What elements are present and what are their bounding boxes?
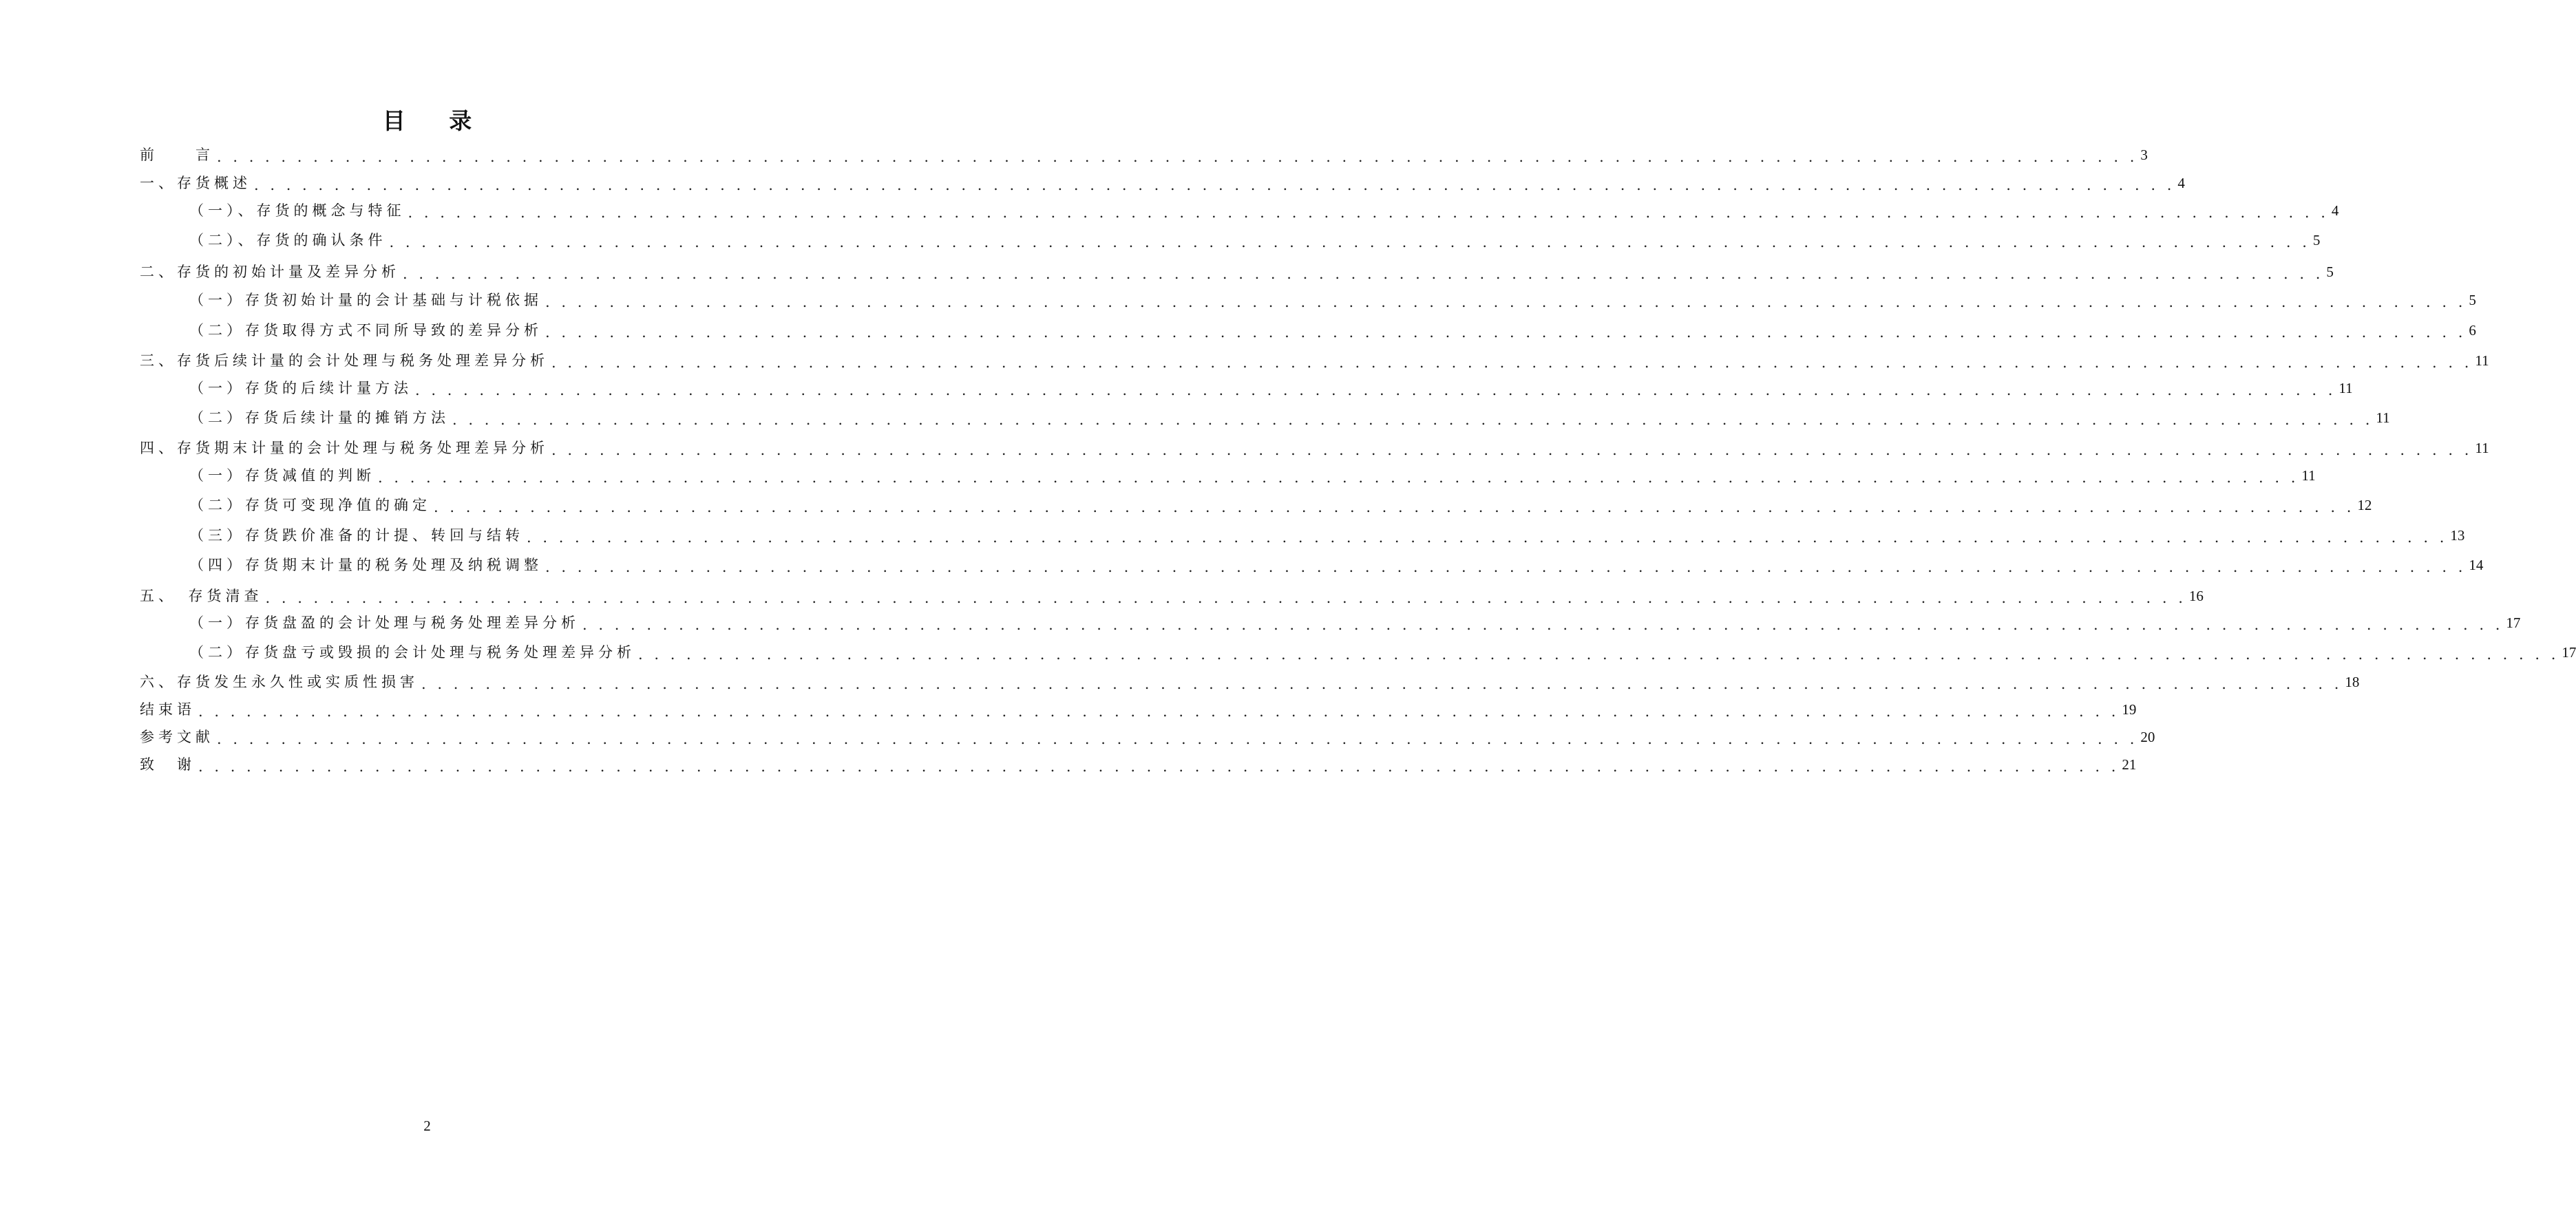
toc-dot-leader: . . . . . . . . . . . . . . . . . . . . . . . . . . . . . . . . . . . . . . . . . . . . . . . . . . . . . . . . . . . . . . . . . . . . . . . . . . . . . . . . . . . . . . . . . . . . . . . . . . . . . . . . . . . . . . . . . . . . . . . . bbox=[452, 412, 2374, 428]
toc-dot-leader: . . . . . . . . . . . . . . . . . . . . . . . . . . . . . . . . . . . . . . . . . . . . . . . . . . . . . . . . . . . . . . . . . . . . . . . . . . . . . . . . . . . . . . . . . . . . . . . . . . . . . . . . . . . . . . . . . . . . . . . . bbox=[415, 382, 2336, 398]
toc-entry-label: （四）存货期末计量的税务处理及纳税调整 bbox=[189, 557, 542, 573]
toc-dot-leader: . . . . . . . . . . . . . . . . . . . . . . . . . . . . . . . . . . . . . . . . . . . . . . . . . . . . . . . . . . . . . . . . . . . . . . . . . . . . . . . . . . . . . . . . . . . . . . . . . . . . . . . . . . . . . . . . . . . . . . . . bbox=[389, 234, 2310, 250]
toc-entry-page: 19 bbox=[2122, 701, 2137, 718]
toc-entry-label: （一）存货减值的判断 bbox=[189, 467, 375, 484]
toc-dot-leader: . . . . . . . . . . . . . . . . . . . . . . . . . . . . . . . . . . . . . . . . . . . . . . . . . . . . . . . . . . . . . . . . . . . . . . . . . . . . . . . . . . . . . . . . . . . . . . . . . . . . . . . . . . . . . . . . . . . . . . . . bbox=[551, 442, 2473, 458]
toc-entry-label: 一、存货概述 bbox=[140, 175, 251, 191]
toc-entry-page: 5 bbox=[2469, 292, 2476, 308]
toc-dot-leader: . . . . . . . . . . . . . . . . . . . . . . . . . . . . . . . . . . . . . . . . . . . . . . . . . . . . . . . . . . . . . . . . . . . . . . . . . . . . . . . . . . . . . . . . . . . . . . . . . . . . . . . . . . . . . . . . . . . . . . . . bbox=[378, 469, 2299, 486]
toc-entry[interactable] bbox=[140, 495, 2372, 515]
toc-dot-leader: . . . . . . . . . . . . . . . . . . . . . . . . . . . . . . . . . . . . . . . . . . . . . . . . . . . . . . . . . . . . . . . . . . . . . . . . . . . . . . . . . . . . . . . . . . . . . . . . . . . . . . . . . . . . . . . . . . . . . . . . bbox=[217, 731, 2138, 747]
toc-entry-label: 结束语 bbox=[140, 701, 196, 718]
toc-entry[interactable] bbox=[140, 438, 2489, 458]
toc-entry-label: 前 言 bbox=[140, 147, 214, 163]
toc-entry[interactable] bbox=[140, 200, 2339, 221]
toc-entry[interactable] bbox=[140, 290, 2476, 310]
toc-entry[interactable] bbox=[140, 320, 2476, 341]
toc-entry[interactable] bbox=[140, 378, 2353, 398]
toc-entry-label: （二）存货盘亏或毁损的会计处理与税务处理差异分析 bbox=[189, 644, 635, 661]
toc-entry-page: 16 bbox=[2188, 588, 2204, 604]
toc-entry-label: （一）存货初始计量的会计基础与计税依据 bbox=[189, 292, 542, 308]
toc-entry-page: 11 bbox=[2301, 467, 2316, 484]
toc-entry-page: 13 bbox=[2450, 527, 2465, 544]
toc-dot-leader: . . . . . . . . . . . . . . . . . . . . . . . . . . . . . . . . . . . . . . . . . . . . . . . . . . . . . . . . . . . . . . . . . . . . . . . . . . . . . . . . . . . . . . . . . . . . . . . . . . . . . . . . . . . . . . . . . . . . . . . . bbox=[545, 294, 2467, 310]
toc-dot-leader: . . . . . . . . . . . . . . . . . . . . . . . . . . . . . . . . . . . . . . . . . . . . . . . . . . . . . . . . . . . . . . . . . . . . . . . . . . . . . . . . . . . . . . . . . . . . . . . . . . . . . . . . . . . . . . . . . . . . . . . . bbox=[434, 499, 2355, 515]
page-title: 目 录 bbox=[382, 107, 490, 134]
toc-entry-label: （二）存货取得方式不同所导致的差异分析 bbox=[189, 322, 542, 339]
toc-entry[interactable] bbox=[140, 407, 2390, 428]
toc-dot-leader: . . . . . . . . . . . . . . . . . . . . . . . . . . . . . . . . . . . . . . . . . . . . . . . . . . . . . . . . . . . . . . . . . . . . . . . . . . . . . . . . . . . . . . . . . . . . . . . . . . . . . . . . . . . . . . . . . . . . . . . . bbox=[408, 204, 2329, 221]
toc-entry-label: 六、存货发生永久性或实质性损害 bbox=[140, 674, 419, 690]
toc-dot-leader: . . . . . . . . . . . . . . . . . . . . . . . . . . . . . . . . . . . . . . . . . . . . . . . . . . . . . . . . . . . . . . . . . . . . . . . . . . . . . . . . . . . . . . . . . . . . . . . . . . . . . . . . . . . . . . . . . . . . . . . . bbox=[582, 617, 2504, 633]
toc-entry[interactable] bbox=[140, 586, 2204, 606]
toc-entry-label: （三）存货跌价准备的计提、转回与结转 bbox=[189, 527, 524, 544]
toc-entry[interactable] bbox=[140, 612, 2521, 633]
toc-entry-label: （一）存货盘盈的会计处理与税务处理差异分析 bbox=[189, 615, 580, 631]
toc-entry[interactable] bbox=[140, 525, 2465, 546]
toc-entry-page: 11 bbox=[2475, 440, 2489, 456]
toc-entry-label: 参考文献 bbox=[140, 729, 214, 745]
page-number: 2 bbox=[423, 1118, 431, 1134]
toc-entry-page: 5 bbox=[2312, 232, 2321, 248]
toc-dot-leader: . . . . . . . . . . . . . . . . . . . . . . . . . . . . . . . . . . . . . . . . . . . . . . . . . . . . . . . . . . . . . . . . . . . . . . . . . . . . . . . . . . . . . . . . . . . . . . . . . . . . . . . . . . . . . . . . . . . . . . . . bbox=[545, 324, 2467, 341]
toc-entry-label: 三、存货后续计量的会计处理与税务处理差异分析 bbox=[140, 352, 549, 369]
toc-entry-page: 4 bbox=[2177, 175, 2185, 191]
toc-entry[interactable] bbox=[140, 727, 2155, 747]
toc-dot-leader: . . . . . . . . . . . . . . . . . . . . . . . . . . . . . . . . . . . . . . . . . . . . . . . . . . . . . . . . . . . . . . . . . . . . . . . . . . . . . . . . . . . . . . . . . . . . . . . . . . . . . . . . . . . . . . . . . . . . . . . . bbox=[638, 646, 2559, 663]
toc-entry-page: 18 bbox=[2345, 674, 2360, 690]
toc-entry[interactable] bbox=[140, 555, 2484, 575]
toc-entry-page: 11 bbox=[2475, 352, 2489, 369]
toc-dot-leader: . . . . . . . . . . . . . . . . . . . . . . . . . . . . . . . . . . . . . . . . . . . . . . . . . . . . . . . . . . . . . . . . . . . . . . . . . . . . . . . . . . . . . . . . . . . . . . . . . . . . . . . . . . . . . . . . . . . . . . . . bbox=[265, 590, 2186, 606]
toc-entry[interactable] bbox=[140, 699, 2137, 720]
toc-entry[interactable] bbox=[140, 173, 2185, 193]
toc-entry-label: （二）存货可变现净值的确定 bbox=[189, 497, 431, 513]
toc-dot-leader: . . . . . . . . . . . . . . . . . . . . . . . . . . . . . . . . . . . . . . . . . . . . . . . . . . . . . . . . . . . . . . . . . . . . . . . . . . . . . . . . . . . . . . . . . . . . . . . . . . . . . . . . . . . . . . . . . . . . . . . . bbox=[198, 703, 2120, 720]
toc-entry[interactable] bbox=[140, 261, 2334, 282]
toc-entry-label: （二）存货后续计量的摊销方法 bbox=[189, 409, 450, 426]
toc-entry-label: （一）存货的后续计量方法 bbox=[189, 380, 412, 396]
toc-entry[interactable] bbox=[140, 230, 2321, 250]
toc-entry-page: 17 bbox=[2506, 615, 2521, 631]
toc-dot-leader: . . . . . . . . . . . . . . . . . . . . . . . . . . . . . . . . . . . . . . . . . . . . . . . . . . . . . . . . . . . . . . . . . . . . . . . . . . . . . . . . . . . . . . . . . . . . . . . . . . . . . . . . . . . . . . . . . . . . . . . . bbox=[403, 266, 2324, 282]
toc-entry-page: 5 bbox=[2326, 264, 2334, 280]
toc-entry-page: 21 bbox=[2122, 756, 2137, 773]
toc-entry-label: （一）、存货的概念与特征 bbox=[189, 202, 405, 219]
toc-entry[interactable] bbox=[140, 145, 2148, 165]
toc-dot-leader: . . . . . . . . . . . . . . . . . . . . . . . . . . . . . . . . . . . . . . . . . . . . . . . . . . . . . . . . . . . . . . . . . . . . . . . . . . . . . . . . . . . . . . . . . . . . . . . . . . . . . . . . . . . . . . . . . . . . . . . . bbox=[198, 758, 2120, 775]
toc-entry-page: 14 bbox=[2469, 557, 2484, 573]
toc-entry-page: 17 bbox=[2562, 644, 2576, 661]
toc-entry[interactable] bbox=[140, 465, 2316, 486]
toc-dot-leader: . . . . . . . . . . . . . . . . . . . . . . . . . . . . . . . . . . . . . . . . . . . . . . . . . . . . . . . . . . . . . . . . . . . . . . . . . . . . . . . . . . . . . . . . . . . . . . . . . . . . . . . . . . . . . . . . . . . . . . . . bbox=[254, 177, 2175, 193]
toc-entry-label: 五、 存货清查 bbox=[140, 588, 263, 604]
toc-dot-leader: . . . . . . . . . . . . . . . . . . . . . . . . . . . . . . . . . . . . . . . . . . . . . . . . . . . . . . . . . . . . . . . . . . . . . . . . . . . . . . . . . . . . . . . . . . . . . . . . . . . . . . . . . . . . . . . . . . . . . . . . bbox=[217, 149, 2138, 165]
toc-entry[interactable] bbox=[140, 672, 2360, 692]
toc-entry-page: 3 bbox=[2140, 147, 2148, 163]
toc-entry[interactable] bbox=[140, 350, 2489, 371]
toc-dot-leader: . . . . . . . . . . . . . . . . . . . . . . . . . . . . . . . . . . . . . . . . . . . . . . . . . . . . . . . . . . . . . . . . . . . . . . . . . . . . . . . . . . . . . . . . . . . . . . . . . . . . . . . . . . . . . . . . . . . . . . . . bbox=[527, 529, 2448, 546]
toc-entry-page: 11 bbox=[2339, 380, 2353, 396]
toc-entry[interactable] bbox=[140, 754, 2137, 775]
toc-entry[interactable] bbox=[140, 642, 2576, 663]
toc-entry-label: 致 谢 bbox=[140, 756, 196, 773]
toc-entry-label: （二）、存货的确认条件 bbox=[189, 232, 387, 248]
toc-dot-leader: . . . . . . . . . . . . . . . . . . . . . . . . . . . . . . . . . . . . . . . . . . . . . . . . . . . . . . . . . . . . . . . . . . . . . . . . . . . . . . . . . . . . . . . . . . . . . . . . . . . . . . . . . . . . . . . . . . . . . . . . bbox=[551, 354, 2473, 371]
toc-entry-label: 二、存货的初始计量及差异分析 bbox=[140, 264, 400, 280]
toc-entry-page: 12 bbox=[2357, 497, 2372, 513]
toc-entry-label: 四、存货期末计量的会计处理与税务处理差异分析 bbox=[140, 440, 549, 456]
toc-dot-leader: . . . . . . . . . . . . . . . . . . . . . . . . . . . . . . . . . . . . . . . . . . . . . . . . . . . . . . . . . . . . . . . . . . . . . . . . . . . . . . . . . . . . . . . . . . . . . . . . . . . . . . . . . . . . . . . . . . . . . . . . bbox=[421, 676, 2343, 692]
toc-entry-page: 6 bbox=[2469, 322, 2476, 339]
toc-dot-leader: . . . . . . . . . . . . . . . . . . . . . . . . . . . . . . . . . . . . . . . . . . . . . . . . . . . . . . . . . . . . . . . . . . . . . . . . . . . . . . . . . . . . . . . . . . . . . . . . . . . . . . . . . . . . . . . . . . . . . . . . bbox=[545, 559, 2467, 575]
toc-entry-page: 4 bbox=[2331, 202, 2339, 219]
toc-entry-page: 20 bbox=[2140, 729, 2155, 745]
toc-entry-page: 11 bbox=[2376, 409, 2390, 426]
